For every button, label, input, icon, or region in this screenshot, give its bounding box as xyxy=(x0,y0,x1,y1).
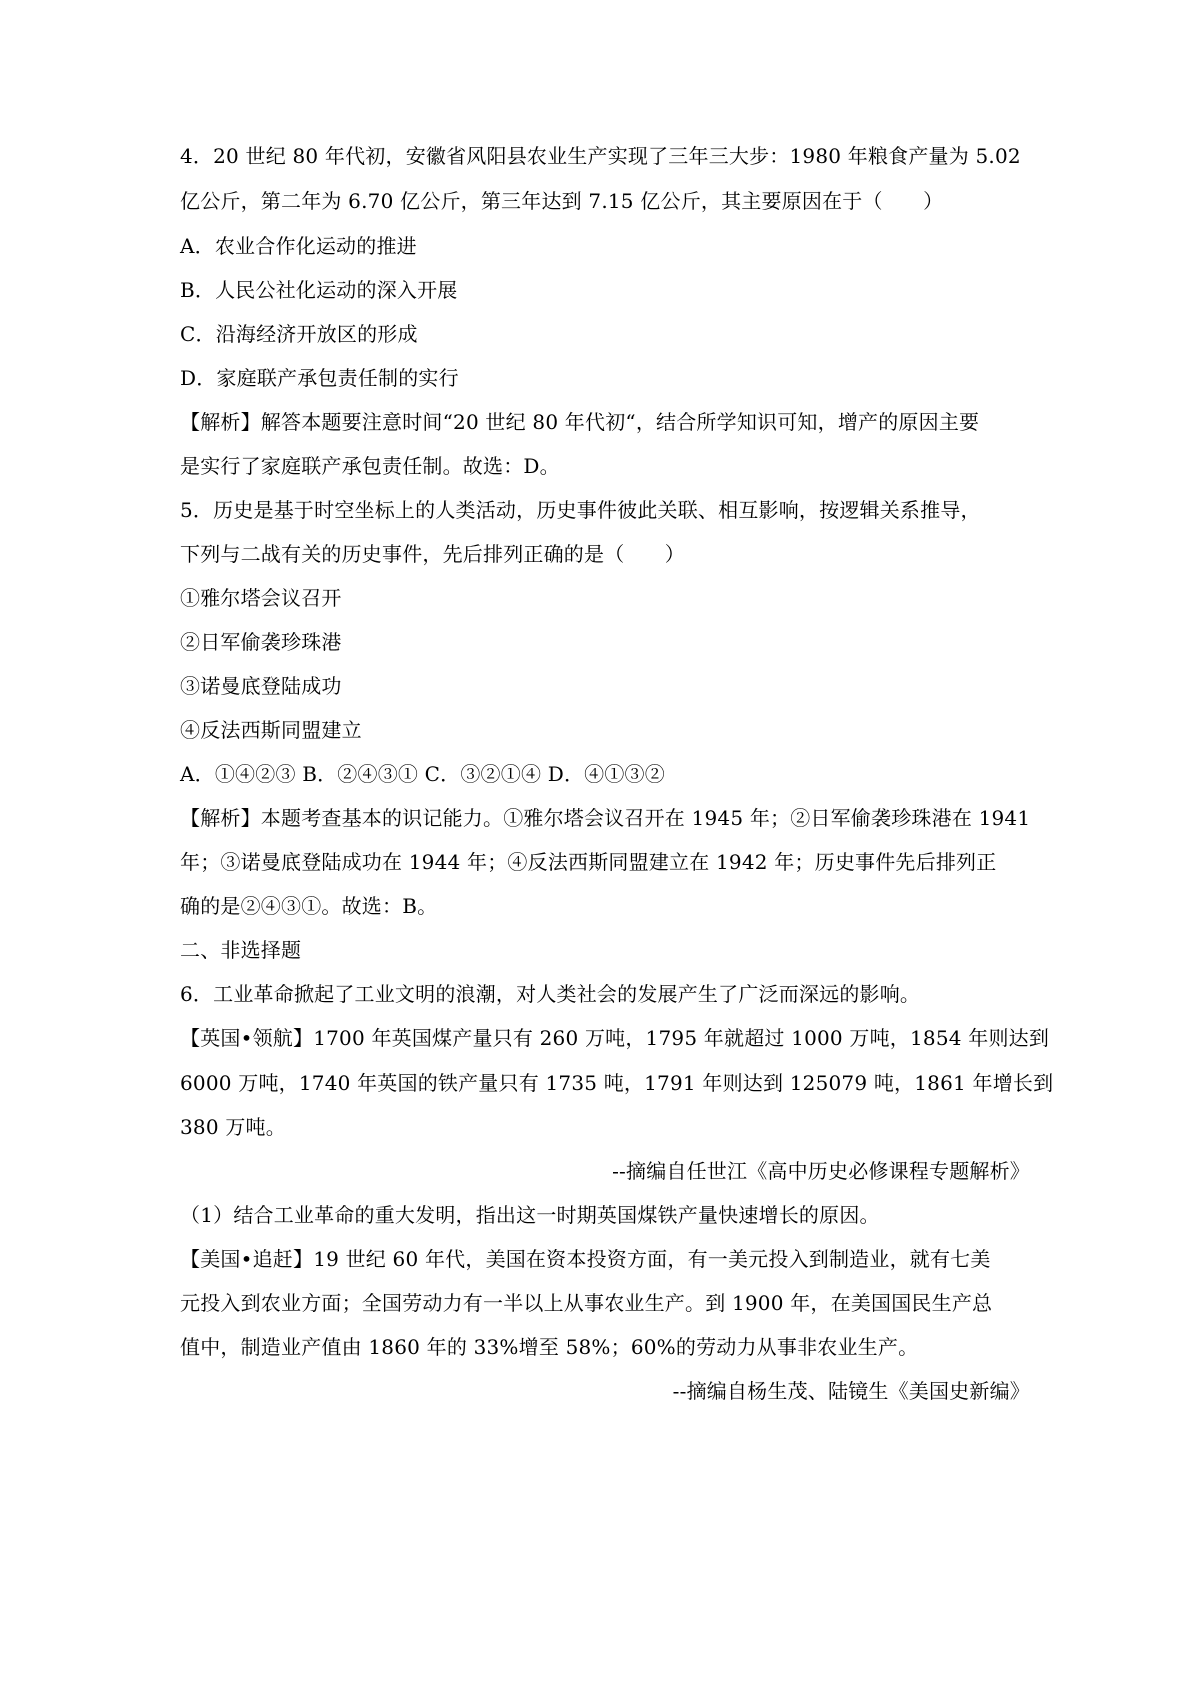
q5-event-1: ①雅尔塔会议召开 xyxy=(180,586,342,610)
q4-option-a: A．农业合作化运动的推进 xyxy=(180,234,417,258)
q6-uk-line-2: 6000 万吨，1740 年英国的铁产量只有 1735 吨，1791 年则达到 125079 吨，1861 年增长到 xyxy=(180,1071,1054,1095)
q5-event-4: ④反法西斯同盟建立 xyxy=(180,718,362,742)
q5-analysis-line-1: 【解析】本题考查基本的识记能力。①雅尔塔会议召开在 1945 年；②日军偷袭珍珠港在 1941 xyxy=(180,806,1031,830)
q6-us-line-1: 【美国•追赶】19 世纪 60 年代，美国在资本投资方面，有一美元投入到制造业，就有七美 xyxy=(180,1247,991,1271)
q6-uk-line-1: 【英国•领航】1700 年英国煤产量只有 260 万吨，1795 年就超过 1000 万吨，1854 年则达到 xyxy=(180,1026,1050,1050)
q4-option-c: C．沿海经济开放区的形成 xyxy=(180,322,418,346)
q5-stem-line-2: 下列与二战有关的历史事件，先后排列正确的是（ ） xyxy=(180,542,685,566)
q5-options: A．①④②③ B．②④③① C．③②①④ D．④①③② xyxy=(180,762,665,786)
q6-us-line-3: 值中，制造业产值由 1860 年的 33%增至 58%；60%的劳动力从事非农业生产。 xyxy=(180,1335,919,1359)
q5-event-3: ③诺曼底登陆成功 xyxy=(180,674,342,698)
q4-stem-line-2: 亿公斤，第二年为 6.70 亿公斤，第三年达到 7.15 亿公斤，其主要原因在于（ ） xyxy=(180,189,944,213)
q5-analysis-line-3: 确的是②④③①。故选：B。 xyxy=(180,894,438,918)
q6-uk-source: --摘编自任世江《高中历史必修课程专题解析》 xyxy=(612,1159,1030,1183)
q6-uk-line-3: 380 万吨。 xyxy=(180,1115,286,1139)
q4-stem-line-1: 4．20 世纪 80 年代初，安徽省风阳县农业生产实现了三年三大步：1980 年粮食产量为 5.02 xyxy=(180,144,1021,168)
q6-sub-question-1: （1）结合工业革命的重大发明，指出这一时期英国煤铁产量快速增长的原因。 xyxy=(180,1203,880,1227)
q4-option-b: B．人民公社化运动的深入开展 xyxy=(180,278,458,302)
q4-analysis-line-1: 【解析】解答本题要注意时间“20 世纪 80 年代初“，结合所学知识可知，增产的原因主要 xyxy=(180,410,980,434)
q6-us-line-2: 元投入到农业方面；全国劳动力有一半以上从事农业生产。到 1900 年，在美国国民生产总 xyxy=(180,1291,993,1315)
q6-stem: 6．工业革命掀起了工业文明的浪潮，对人类社会的发展产生了广泛而深远的影响。 xyxy=(180,982,921,1006)
q5-stem-line-1: 5．历史是基于时空坐标上的人类活动，历史事件彼此关联、相互影响，按逻辑关系推导， xyxy=(180,498,981,522)
q5-event-2: ②日军偷袭珍珠港 xyxy=(180,630,342,654)
q4-option-d: D．家庭联产承包责任制的实行 xyxy=(180,366,459,390)
q6-us-source: --摘编自杨生茂、陆镜生《美国史新编》 xyxy=(672,1379,1030,1403)
q5-analysis-line-2: 年；③诺曼底登陆成功在 1944 年；④反法西斯同盟建立在 1942 年；历史事件先后排列正 xyxy=(180,850,997,874)
section-heading: 二、非选择题 xyxy=(180,938,302,962)
q4-analysis-line-2: 是实行了家庭联产承包责任制。故选：D。 xyxy=(180,454,560,478)
